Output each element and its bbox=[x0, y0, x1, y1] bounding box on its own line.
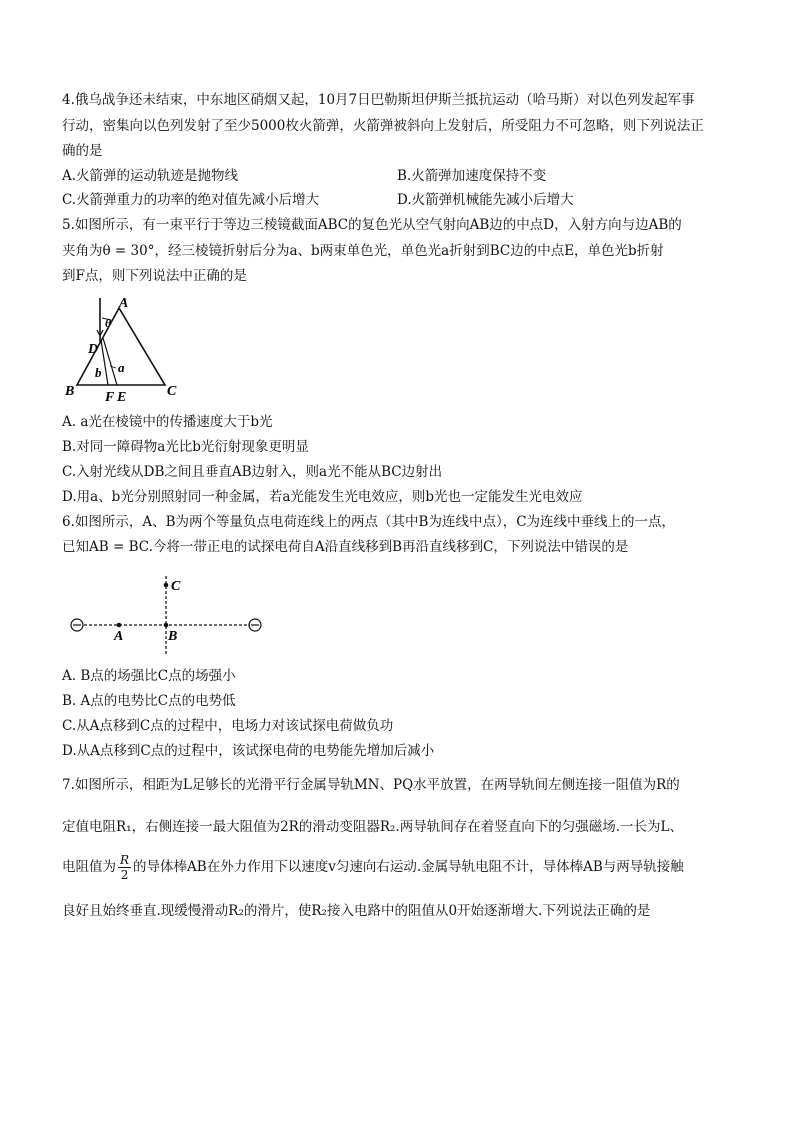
prism-label-theta: θ bbox=[105, 316, 112, 330]
prism-label-f: F bbox=[105, 390, 115, 405]
q7-line3-suffix: 的导体棒AB在外力作用下以速度v匀速向右运动.金属导轨电阻不计，导体棒AB与两导轨接触 bbox=[133, 859, 684, 875]
fraction-denominator: 2 bbox=[120, 868, 129, 882]
q4-option-c: C.火箭弹重力的功率的绝对值先减小后增大 bbox=[62, 192, 320, 208]
prism-label-b: B bbox=[65, 384, 75, 399]
prism-label-a: A bbox=[119, 296, 129, 311]
q4-option-a: A.火箭弹的运动轨迹是抛物线 bbox=[62, 168, 239, 184]
fraction-r-over-2 bbox=[118, 853, 131, 882]
fraction-numerator: R bbox=[120, 853, 130, 867]
q5-option-b: B.对同一障碍物a光比b光衍射现象更明显 bbox=[62, 439, 309, 455]
prism-label-d: D bbox=[88, 342, 99, 357]
q6-stem-line2: 已知AB = BC.今将一带正电的试探电荷自A沿直线移到B再沿直线移到C，下列说法中错误的是 bbox=[62, 539, 629, 555]
q4-option-d: D.火箭弹机械能先减小后增大 bbox=[397, 192, 574, 208]
prism-label-small-b: b bbox=[95, 365, 102, 380]
q4-stem-line3: 确的是 bbox=[62, 143, 103, 159]
q6-option-d: D.从A点移到C点的过程中，该试探电荷的电势能先增加后减小 bbox=[62, 743, 435, 759]
prism-diagram bbox=[62, 290, 192, 405]
q4-stem-line2: 行动，密集向以色列发射了至少5000枚火箭弹，火箭弹被斜向上发射后，所受阻力不可忽略，则下列说法正 bbox=[62, 118, 704, 134]
charge-label-c: C bbox=[171, 579, 181, 594]
q4-stem-line1: 4.俄乌战争还未结束，中东地区硝烟又起，10月7日巴勒斯坦伊斯兰抵抗运动（哈马斯）对以色列发起军事 bbox=[62, 92, 695, 108]
q5-stem-line1: 5.如图所示，有一束平行于等边三棱镜截面ABC的复色光从空气射向AB边的中点D，入射方向与边AB的 bbox=[62, 217, 682, 233]
q5-stem-line2: 夹角为θ = 30°，经三棱镜折射后分为a、b两束单色光，单色光a折射到BC边的中点E，单色光b折射 bbox=[62, 243, 664, 259]
charge-diagram bbox=[62, 568, 272, 658]
q5-option-c: C.入射光线从DB之间且垂直AB边射入，则a光不能从BC边射出 bbox=[62, 464, 443, 480]
q6-option-c: C.从A点移到C点的过程中，电场力对该试探电荷做负功 bbox=[62, 718, 394, 734]
q7-line3-prefix: 电阻值为 bbox=[62, 859, 116, 875]
q7-stem-line2: 定值电阻R₁，右侧连接一最大阻值为2R的滑动变阻器R₂.两导轨间存在着竖直向下的匀强磁场.一长为L、 bbox=[62, 819, 683, 835]
charge-label-b: B bbox=[168, 629, 178, 644]
q5-stem-line3: 到F点，则下列说法中正确的是 bbox=[62, 268, 247, 284]
charge-label-a: A bbox=[114, 629, 124, 644]
q4-option-b: B.火箭弹加速度保持不变 bbox=[397, 168, 547, 184]
q7-stem-line3 bbox=[62, 850, 684, 884]
q7-stem-line4: 良好且始终垂直.现缓慢滑动R₂的滑片，使R₂接入电路中的阻值从0开始逐渐增大.下列说法正确的是 bbox=[62, 903, 651, 919]
prism-label-e: E bbox=[117, 390, 127, 405]
q6-option-a: A. B点的场强比C点的场强小 bbox=[62, 668, 236, 684]
prism-label-small-a: a bbox=[118, 360, 125, 375]
q7-stem-line1: 7.如图所示，相距为L足够长的光滑平行金属导轨MN、PQ水平放置，在两导轨间左侧连接一阻值为R的 bbox=[62, 777, 680, 793]
q6-stem-line1: 6.如图所示，A、B为两个等量负点电荷连线上的两点（其中B为连线中点），C为连线中垂线上的一点， bbox=[62, 514, 676, 530]
q6-option-b: B. A点的电势比C点的电势低 bbox=[62, 693, 236, 709]
q5-option-d: D.用a、b光分别照射同一种金属，若a光能发生光电效应，则b光也一定能发生光电效应 bbox=[62, 489, 583, 505]
q5-option-a: A. a光在棱镜中的传播速度大于b光 bbox=[62, 414, 273, 430]
prism-label-c: C bbox=[167, 384, 177, 399]
